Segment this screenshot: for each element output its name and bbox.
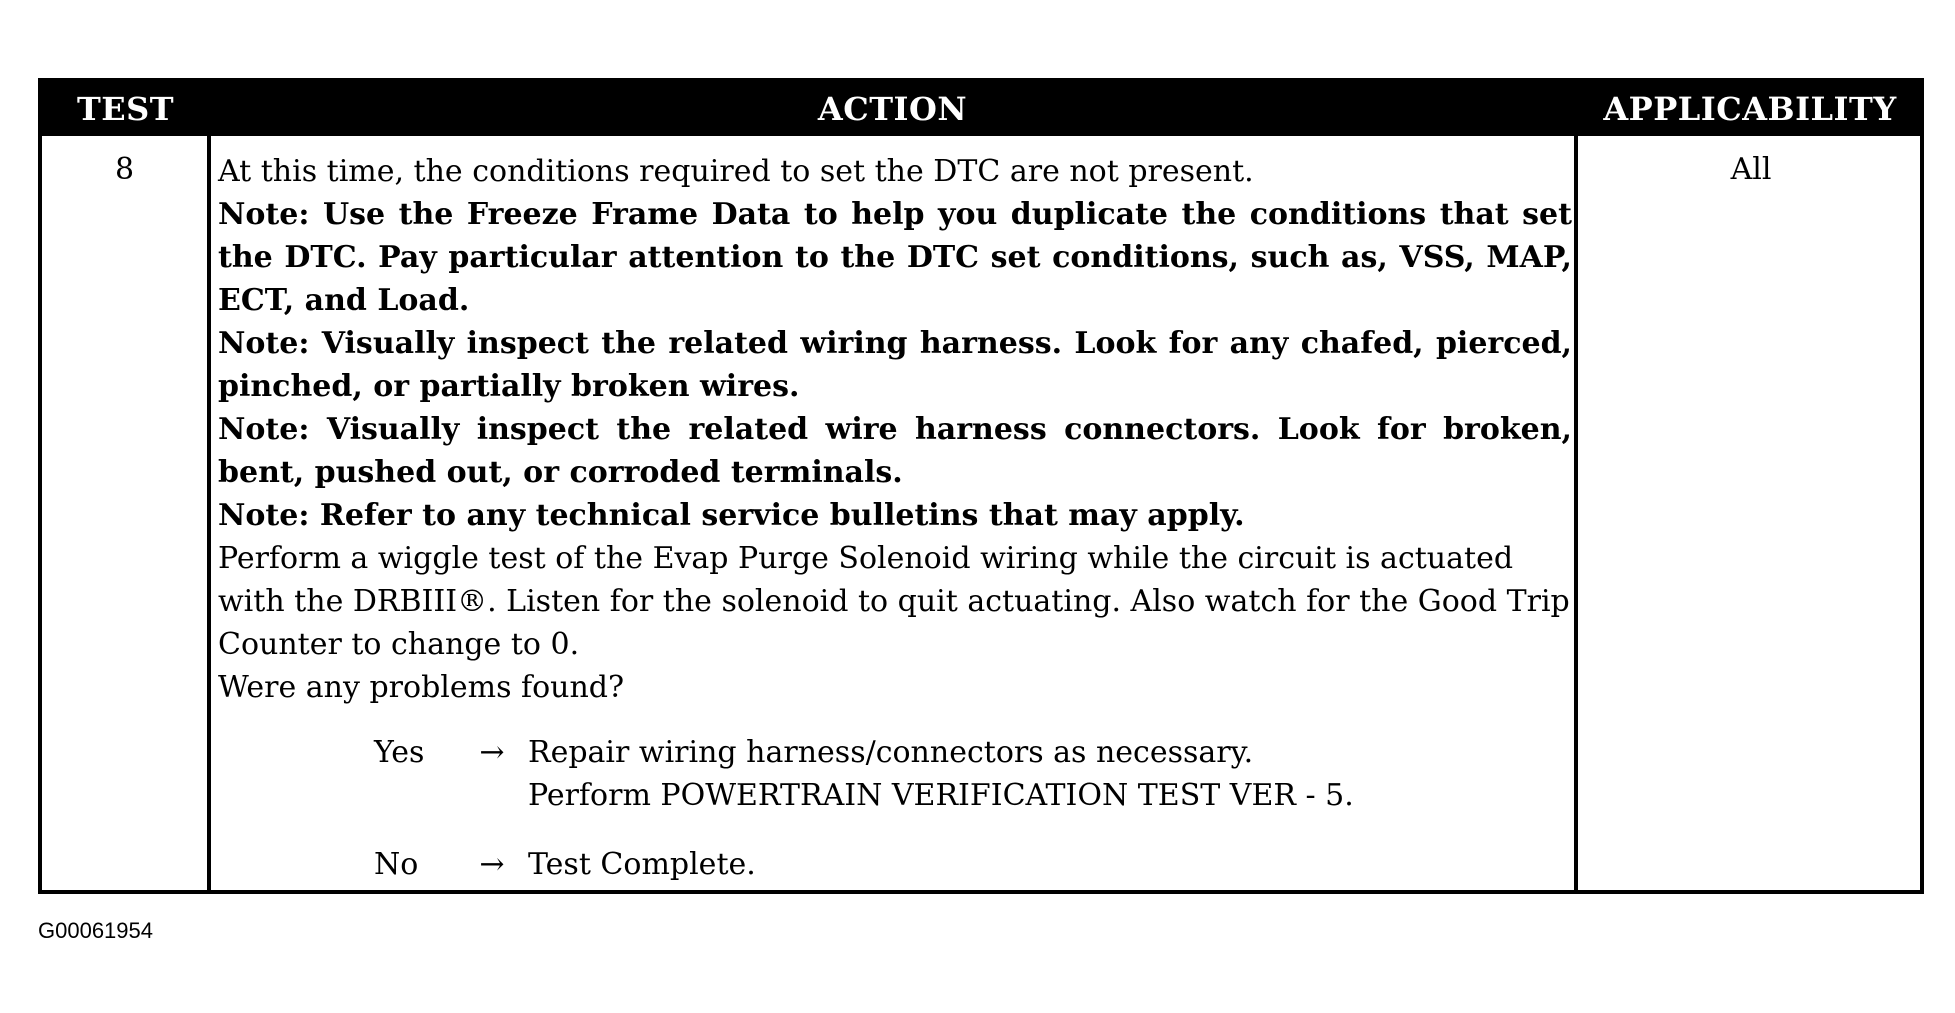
applicability-cell: All [1730,152,1772,187]
note-wiring-harness: Note: Visually inspect the related wiring harness. Look for any chafed, pierced, pinched, or partially broken wires. [218,326,1572,404]
header-test: TEST [76,90,175,128]
column-divider [1574,136,1578,890]
answer-no [218,843,1572,887]
arrow-right-icon: → [479,735,505,770]
figure-id: G00061954 [38,918,153,943]
answer-yes-label: Yes [374,735,425,770]
answer-yes-line: Repair wiring harness/connectors as necessary. [528,735,1254,770]
test-number-cell: 8 [114,152,135,187]
header-action: ACTION [817,90,968,128]
table-header-row [42,82,1920,136]
answer-no-text [528,843,1528,886]
answer-yes-line: Perform POWERTRAIN VERIFICATION TEST VER - 5. [528,778,1354,813]
answer-yes [218,731,1572,821]
answer-no-line: Test Complete. [528,847,756,882]
arrow-right-icon: → [479,847,505,882]
note-freeze-frame: Note: Use the Freeze Frame Data to help you duplicate the conditions that set the DTC. Pay particular attention to the DTC set conditions, such as, VSS, MAP, ECT, and Load. [218,197,1572,318]
note-service-bulletins: Note: Refer to any technical service bulletins that may apply. [218,498,1245,533]
action-statement: At this time, the conditions required to set the DTC are not present. [218,154,1254,189]
diagnostic-test-table [38,78,1924,894]
column-divider [207,136,211,890]
answer-yes-text [528,731,1528,817]
wiggle-test-instruction: Perform a wiggle test of the Evap Purge Solenoid wiring while the circuit is actuated with the DRBIII®. Listen for the solenoid to quit actuating. Also watch for the Good Trip Counter to change to 0. [218,541,1570,662]
answer-no-label: No [374,847,419,882]
question: Were any problems found? [218,670,625,705]
note-connectors: Note: Visually inspect the related wire harness connectors. Look for broken, bent, pushed out, or corroded terminals. [218,412,1572,490]
header-applicability: APPLICABILITY [1603,90,1897,128]
action-cell [218,150,1572,887]
